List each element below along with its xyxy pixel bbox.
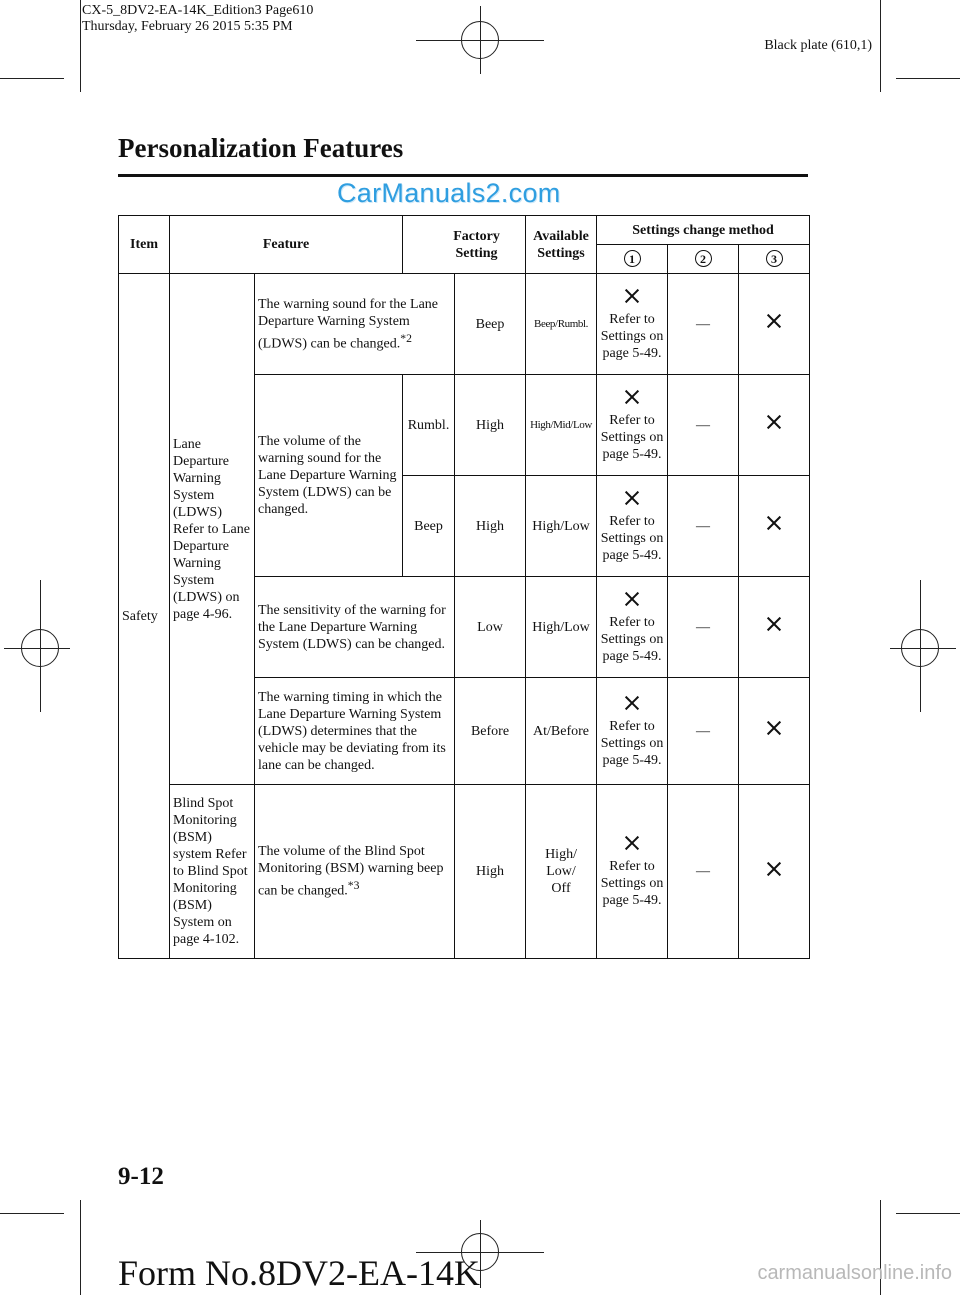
feature-text: The warning sound for the Lane Departure Warning System (LDWS) can be changed. [258,296,438,352]
cross-icon [767,516,781,530]
sub-item-cell: Beep [403,476,455,577]
method-2-cell: — [668,577,739,678]
circled-number-2: 2 [695,250,712,267]
available-cell: At/Before [526,678,597,785]
available-cell: Beep/Rumbl. [526,274,597,375]
method-1-text: Refer to Settings on page 5-49. [600,614,664,664]
method-2-cell: — [668,476,739,577]
method-1-text: Refer to Settings on page 5-49. [600,412,664,462]
feature-text: The volume of the Blind Spot Monitoring (BSM) warning beep can be changed. [258,844,444,899]
header-item: Item [119,216,170,274]
cross-icon [625,289,639,303]
factory-cell: High [455,785,526,959]
factory-cell: Low [455,577,526,678]
cross-icon [625,390,639,404]
method-1-text: Refer to Settings on page 5-49. [600,311,664,361]
method-1-text: Refer to Settings on page 5-49. [600,513,664,563]
method-1-cell [597,785,668,959]
section-rule [118,174,808,177]
sub-item-cell: Rumbl. [403,375,455,476]
header-change-method: Settings change method [597,216,810,245]
factory-cell: Beep [455,274,526,375]
table-row [119,274,810,375]
available-cell: High/ Low/ Off [526,785,597,959]
available-cell: High/Low [526,577,597,678]
cross-icon [625,836,639,850]
print-job-header [82,3,313,35]
factory-cell: High [455,375,526,476]
method-1-cell [597,577,668,678]
header-method-3 [739,245,810,274]
watermark-bottom: carmanualsonline.info [757,1262,952,1284]
method-1-cell [597,274,668,375]
method-3-cell [739,785,810,959]
page-number: 9-12 [118,1163,164,1190]
header-available-settings: Available Settings [526,216,597,274]
header-method-1 [597,245,668,274]
feature-cell: The sensitivity of the warning for the Lane Departure Warning System (LDWS) can be changed. [255,577,455,678]
circled-number-3: 3 [766,250,783,267]
footnote-mark: *3 [347,879,360,893]
method-1-cell [597,476,668,577]
available-cell: High/Low [526,476,597,577]
header-feature: Feature [170,216,403,274]
feature-cell: The volume of the warning sound for the Lane Departure Warning System (LDWS) can be changed. [255,375,403,577]
feature-cell [255,274,455,375]
group-cell-ldws: Lane Departure Warning System (LDWS) Refer to Lane Departure Warning System (LDWS) on page 4-96. [170,274,255,785]
cross-icon [625,491,639,505]
cross-icon [767,617,781,631]
plate-label: Black plate (610,1) [764,38,872,53]
factory-cell: High [455,476,526,577]
method-2-cell: — [668,785,739,959]
available-cell: High/Mid/Low [526,375,597,476]
cross-icon [767,314,781,328]
header-method-2 [668,245,739,274]
table-row [119,785,810,959]
method-3-cell [739,476,810,577]
method-2-cell: — [668,678,739,785]
factory-cell: Before [455,678,526,785]
cross-icon [625,696,639,710]
feature-cell: The warning timing in which the Lane Departure Warning System (LDWS) determines that the vehicle may be deviating from its lane can be changed. [255,678,455,785]
method-2-cell: — [668,274,739,375]
header-factory-setting: Factory Setting [403,216,526,274]
method-3-cell [739,375,810,476]
group-cell-bsm: Blind Spot Monitoring (BSM) system Refer to Blind Spot Monitoring (BSM) System on page 4-102. [170,785,255,959]
section-title: Personalization Features [118,133,404,163]
cross-icon [767,721,781,735]
feature-cell [255,785,455,959]
personalization-table [118,215,810,959]
cross-icon [767,415,781,429]
method-1-cell [597,678,668,785]
form-number: Form No.8DV2-EA-14K [118,1253,480,1293]
method-1-text: Refer to Settings on page 5-49. [600,859,664,908]
cross-icon [625,592,639,606]
footnote-mark: *2 [400,331,412,345]
method-1-cell [597,375,668,476]
job-header-line2: Thursday, February 26 2015 5:35 PM [82,19,293,34]
category-cell: Safety [119,274,170,959]
method-2-cell: — [668,375,739,476]
watermark-top: CarManuals2.com [337,178,561,208]
method-1-text: Refer to Settings on page 5-49. [600,718,664,768]
cross-icon [767,862,781,876]
job-header-line1: CX-5_8DV2-EA-14K_Edition3 Page610 [82,3,314,18]
method-3-cell [739,577,810,678]
method-3-cell [739,274,810,375]
method-3-cell [739,678,810,785]
circled-number-1: 1 [624,250,641,267]
